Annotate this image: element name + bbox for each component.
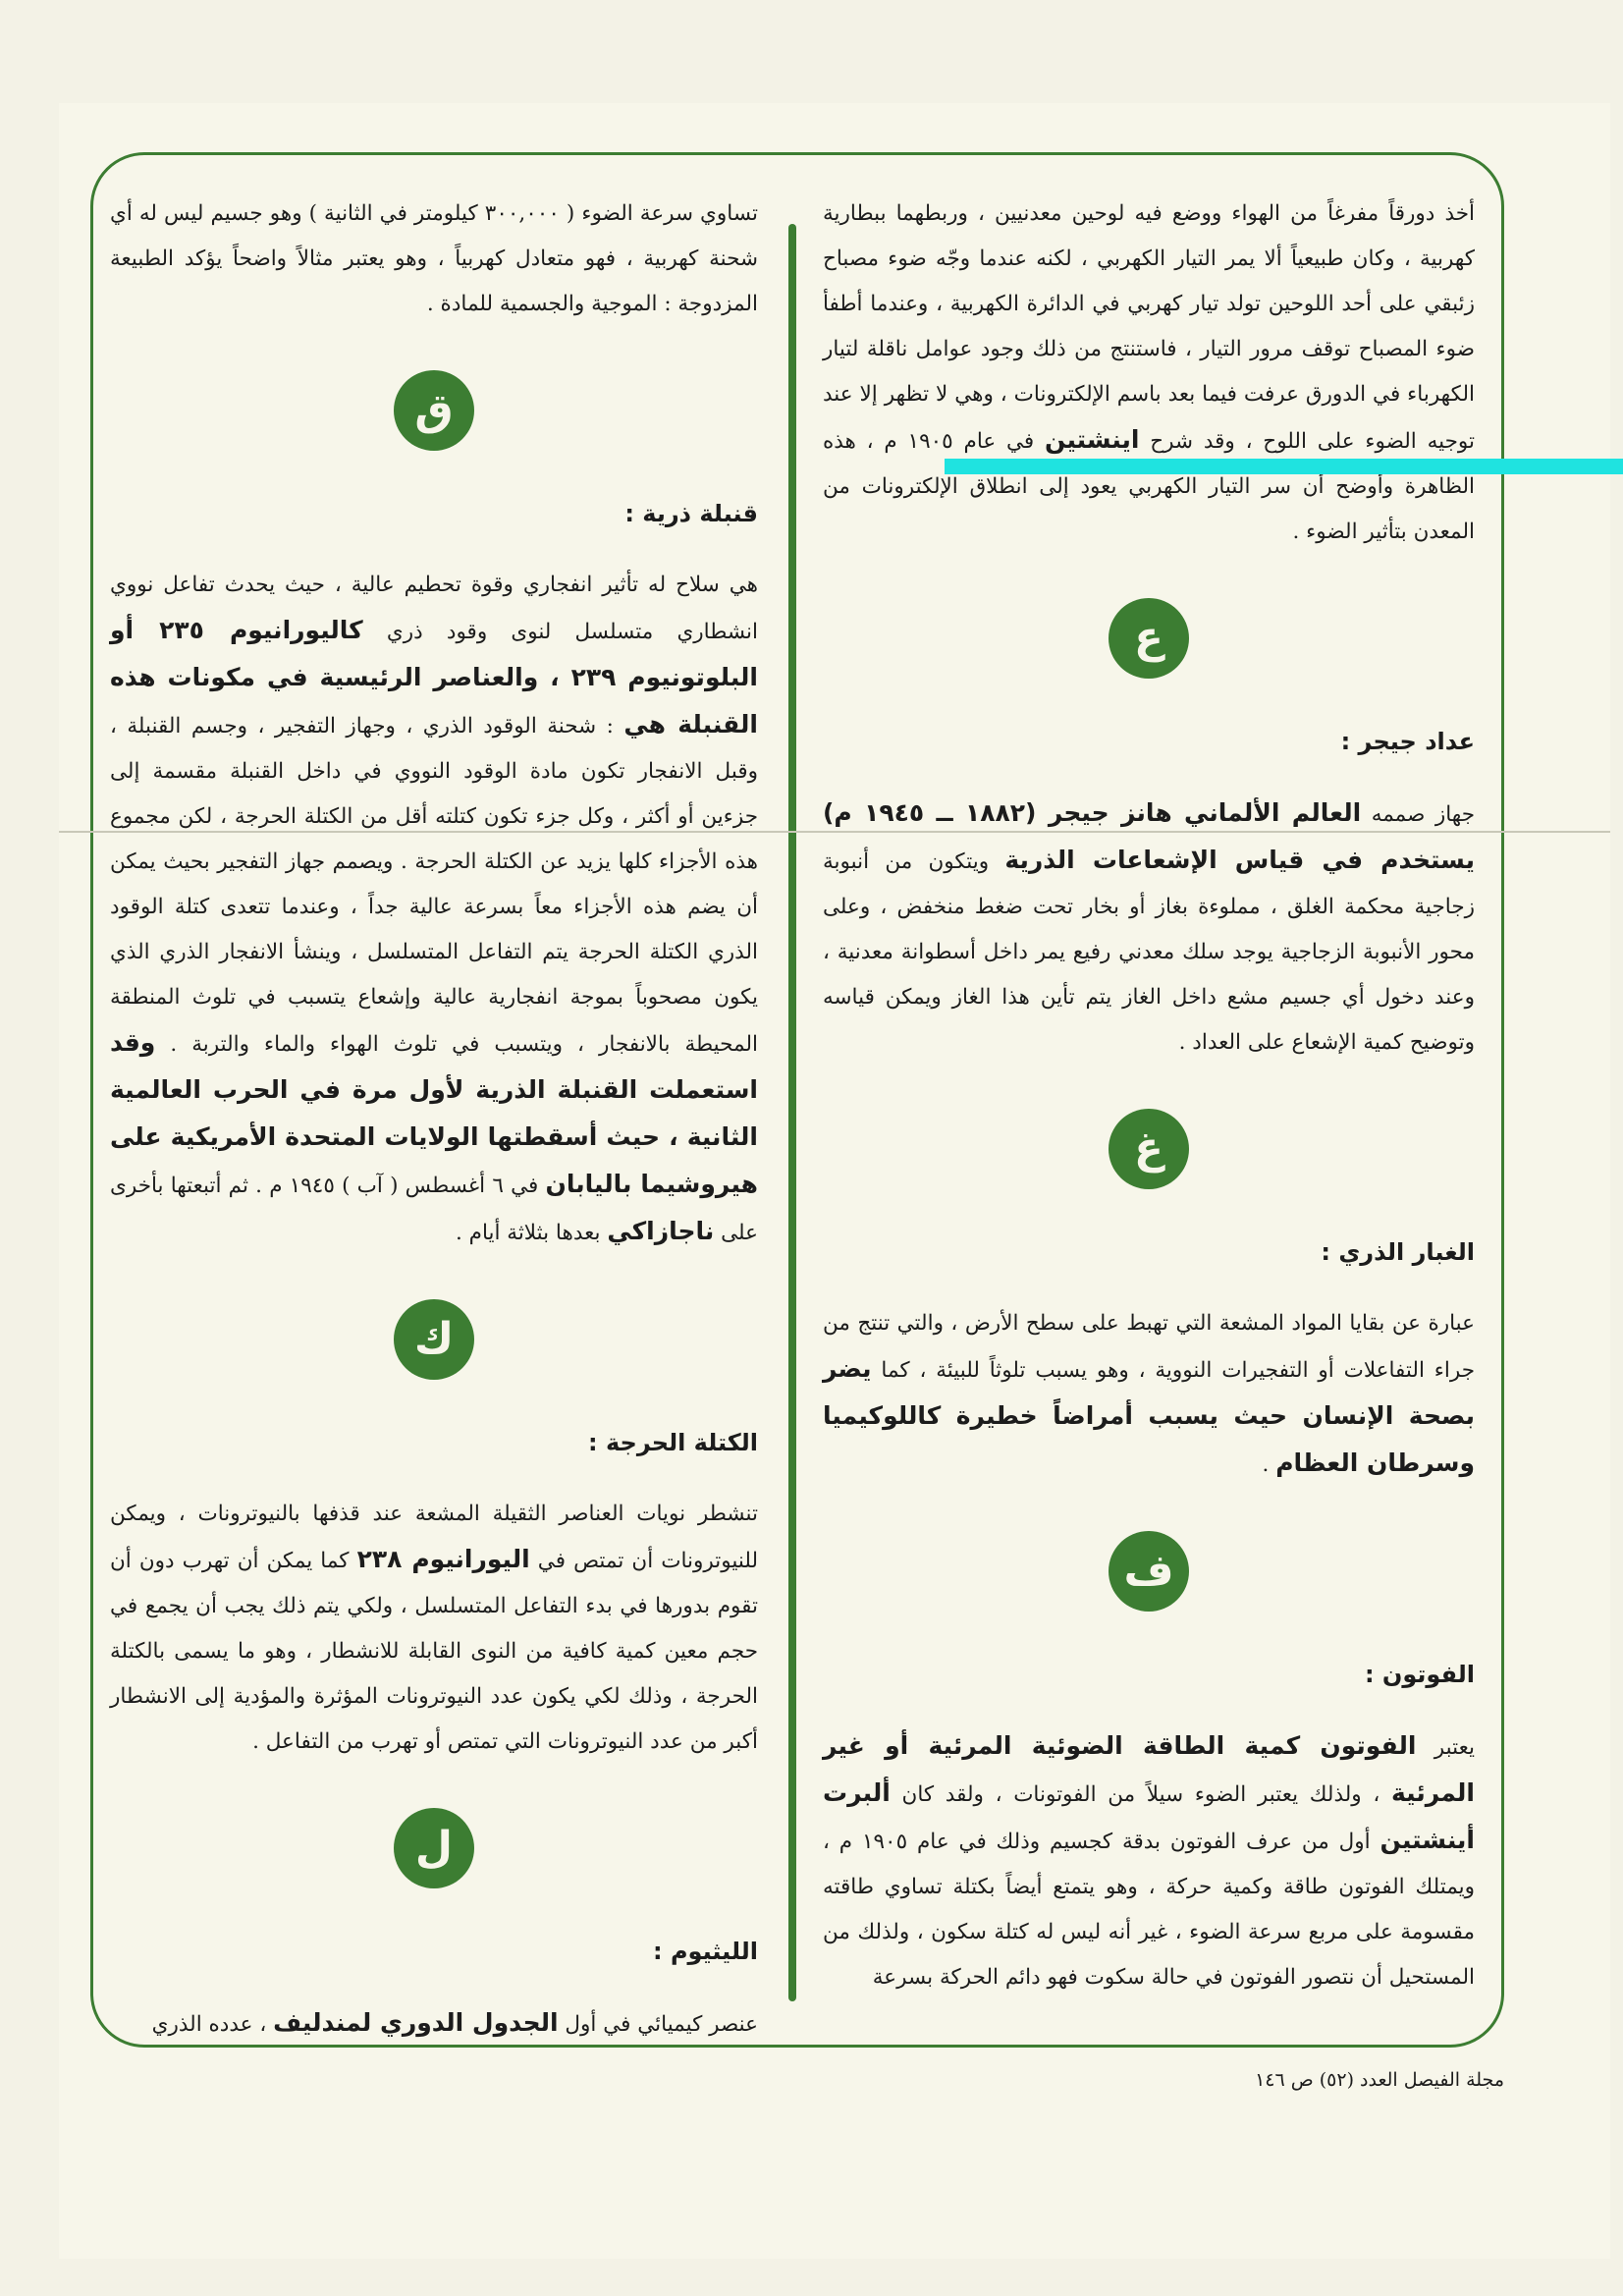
letter-badge-ain: ع: [1109, 598, 1189, 679]
left-column: [110, 191, 758, 2048]
geiger-heading: عداد جيجر :: [1340, 728, 1475, 755]
letter-badge-fa: ف: [1109, 1531, 1189, 1612]
dust-paragraph: عبارة عن بقايا المواد المشعة التي تهبط على سطح الأرض ، والتي تنتج من جراء التفاعلات أو التفجيرات النووية ، وهو يسبب تلوثاً للبيئة ، كما يضر بصحة الإنسان حيث يسبب أمراضاً خطيرة كاللوكيميا وسرطان العظام .: [823, 1311, 1475, 1477]
column-divider: [788, 224, 796, 2001]
atomic-bomb-heading: قنبلة ذرية :: [624, 500, 758, 527]
geiger-paragraph: جهاز صممه العالم الألماني هانز جيجر (١٨٨٢ ــ ١٩٤٥ م) يستخدم في قياس الإشعاعات الذرية ويتكون من أنبوبة زجاجية محكمة الغلق ، مملوءة بغاز أو بخار تحت ضغط منخفض ، وعلى محور الأنبوبة الزجاجية يوجد سلك معدني رفيع يمر داخل أسطوانة معدنية ، وعند دخول أي جسيم مشع داخل الغاز يتم تأين هذا الغاز ويمكن قياسه وتوضيح كمية الإشعاع على العداد .: [823, 798, 1476, 1055]
scan-highlight-mark: [945, 459, 1623, 474]
intro-paragraph: أخذ دورقاً مفرغاً من الهواء ووضع فيه لوحين معدنيين ، وربطهما ببطارية كهربية ، وكان طبيعياً ألا يمر التيار الكهربي ، لكنه عندما وجّه ضوء مصباح زئبقي على أحد اللوحين تولد تيار كهربي في الدائرة الكهربية ، وعندما أطفأ ضوء المصباح توقف مرور التيار ، فاستنتج من ذلك وجود عوامل ناقلة لتيار الكهرباء في الدورق عرفت فيما بعد باسم الإلكترونات ، وهي لا تظهر إلا عند توجيه الضوء على اللوح ، وقد شرح اينشتين في عام ١٩٠٥ م ، هذه الظاهرة وأوضح أن سر التيار الكهربي يعود إلى انطلاق الإلكترونات من المعدن بتأثير الضوء .: [823, 201, 1475, 544]
critical-mass-paragraph: تنشطر نويات العناصر الثقيلة المشعة عند قذفها بالنيوترونات ، ويمكن للنيوترونات أن تمتص في اليورانيوم ٢٣٨ كما يمكن أن تهرب دون أن تقوم بدورها في بدء التفاعل المتسلسل ، ولكي يتم ذلك يجب أن يجمع في حجم معين كمية كافية من النوى القابلة للانشطار ، وهو ما يسمى بالكتلة الحرجة ، وذلك لكي يكون عدد النيوترونات المؤثرة والمؤدية إلى الانشطار أكبر من عدد النيوترونات التي تمتص أو تهرب من التفاعل .: [110, 1502, 758, 1754]
letter-badge-qaf: ق: [394, 370, 474, 451]
photon-paragraph: يعتبر الفوتون كمية الطاقة الضوئية المرئية أو غير المرئية ، ولذلك يعتبر الضوء سيلاً من الفوتونات ، ولقد كان ألبرت أينشتين أول من عرف الفوتون بدقة كجسيم وذلك في عام ١٩٠٥ م ، ويمتلك الفوتون طاقة وكمية حركة ، وهو يتمتع أيضاً بكتلة تساوي طاقته مقسومة على مربع سرعة الضوء ، غير أنه ليس له كتلة سكون ، ولذلك من المستحيل أن نتصور الفوتون في حالة سكوت فهو دائم الحركة بسرعة: [823, 1731, 1475, 1990]
dust-heading: الغبار الذري :: [1321, 1238, 1475, 1266]
lithium-heading: الليثيوم :: [652, 1938, 758, 1965]
lithium-paragraph: عنصر كيميائي في أول الجدول الدوري لمندليف ، عدده الذري: [151, 2008, 758, 2037]
letter-badge-ghain: غ: [1109, 1109, 1189, 1189]
critical-mass-heading: الكتلة الحرجة :: [588, 1429, 758, 1456]
letter-badge-kaf: ك: [394, 1299, 474, 1380]
page-footer: مجلة الفيصل العدد (٥٢) ص ١٤٦: [1255, 2069, 1504, 2091]
photon-heading: الفوتون :: [1364, 1661, 1475, 1688]
photon-continuation: تساوي سرعة الضوء ( ٣٠٠,٠٠٠ كيلومتر في الثانية ) وهو جسيم ليس له أي شحنة كهربية ، فهو متعادل كهربياً ، وهو يعتبر مثالاً واضحاً يؤكد الطبيعة المزدوجة : الموجية والجسمية للمادة .: [110, 201, 758, 316]
letter-badge-lam: ل: [394, 1808, 474, 1888]
atomic-bomb-paragraph: هي سلاح له تأثير انفجاري وقوة تحطيم عالية ، حيث يحدث تفاعل نووي انشطاري متسلسل لنوى وقود ذري كاليورانيوم ٢٣٥ أو البلوتونيوم ٢٣٩ ، والعناصر الرئيسية في مكونات هذه القنبلة هي : شحنة الوقود الذري ، وجهاز التفجير ، وجسم القنبلة ، وقبل الانفجار تكون مادة الوقود النووي في داخل القنبلة مقسمة إلى جزءين أو أكثر ، وكل جزء تكون كتلته أقل من الكتلة الحرجة ، لكن مجموع هذه الأجزاء كلها يزيد عن الكتلة الحرجة . ويصمم جهاز التفجير بحيث يمكن أن يضم هذه الأجزاء معاً بسرعة عالية جداً ، وعندما تتعدى كتلة الوقود الذري الكتلة الحرجة يتم التفاعل المتسلسل ، وينشأ الانفجار الذري الذي يكون مصحوباً بموجة انفجارية عالية وإشعاع يتسبب في تلوث المنطقة المحيطة بالانفجار ، ويتسبب في تلوث الهواء والماء والتربة . وقد استعملت القنبلة الذرية لأول مرة في الحرب العالمية الثانية ، حيث أسقطتها الولايات المتحدة الأمريكية على هيروشيما باليابان في ٦ أغسطس ( آب ) ١٩٤٥ م . ثم أتبعتها بأخرى على ناجازاكي بعدها بثلاثة أيام .: [110, 573, 759, 1245]
